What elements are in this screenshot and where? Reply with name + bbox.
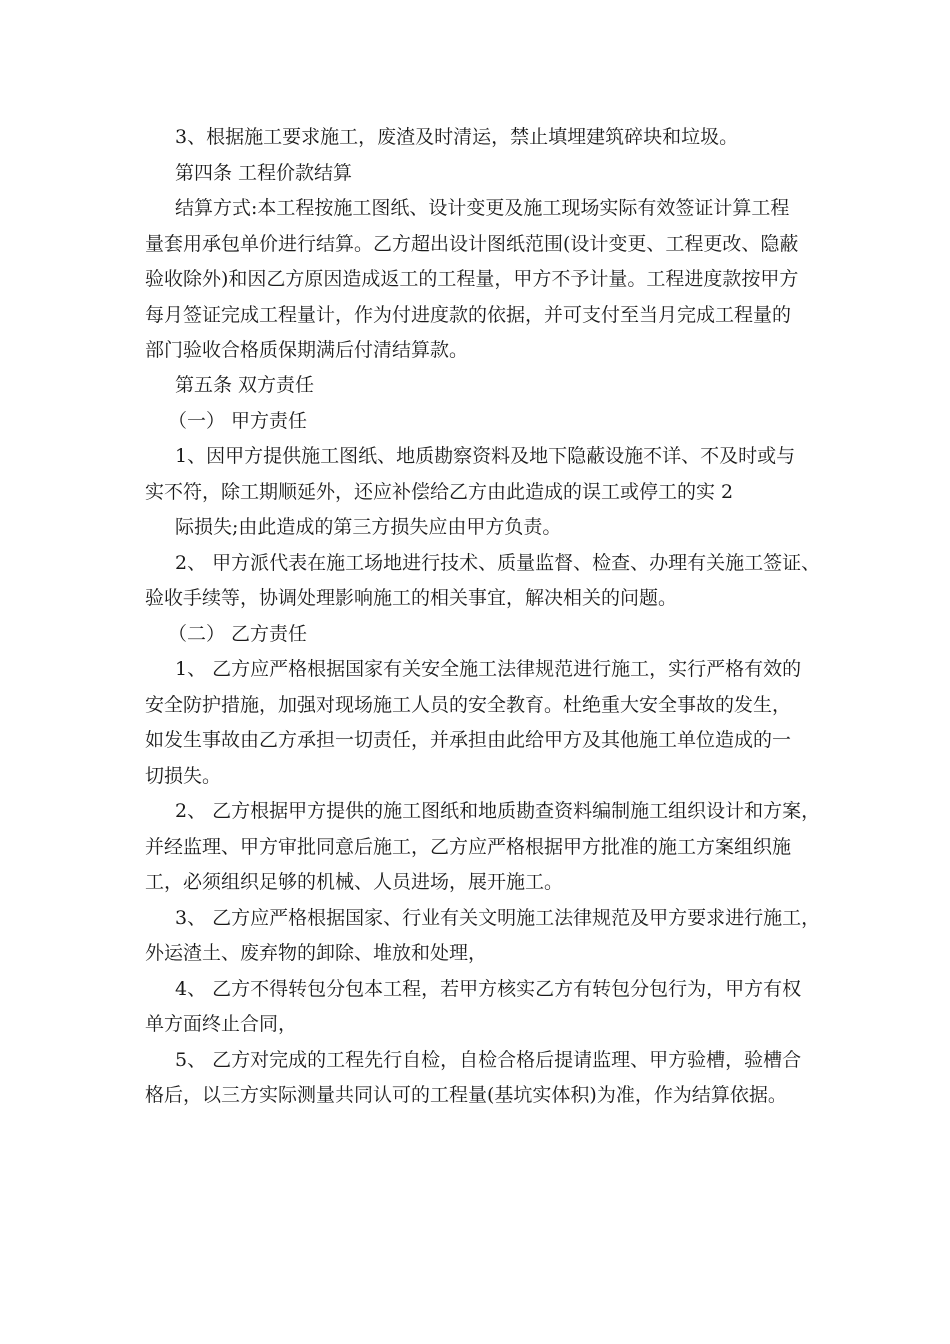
paragraph-line: 单方面终止合同，: [145, 1013, 298, 1035]
paragraph-line: 量套用承包单价进行结算。乙方超出设计图纸范围(设计变更、工程更改、隐蔽: [145, 233, 799, 255]
paragraph-line: 3、根据施工要求施工，废渣及时清运，禁止填埋建筑碎块和垃圾。: [175, 126, 739, 148]
section-heading: 第五条 双方责任: [175, 374, 315, 396]
paragraph-line: 4、 乙方不得转包分包本工程，若甲方核实乙方有转包分包行为，甲方有权: [175, 978, 802, 1000]
paragraph-line: 际损失;由此造成的第三方损失应由甲方负责。: [175, 516, 562, 538]
paragraph-line: 1、 乙方应严格根据国家有关安全施工法律规范进行施工，实行严格有效的: [175, 658, 802, 680]
paragraph-line: 结算方式:本工程按施工图纸、设计变更及施工现场实际有效签证计算工程: [175, 197, 790, 219]
subsection-heading: （二） 乙方责任: [168, 623, 308, 645]
paragraph-line: 格后，以三方实际测量共同认可的工程量(基坑实体积)为准，作为结算依据。: [145, 1084, 787, 1106]
paragraph-line: 验收手续等，协调处理影响施工的相关事宜，解决相关的问题。: [145, 587, 678, 609]
subsection-heading: （一） 甲方责任: [168, 410, 308, 432]
paragraph-line: 切损失。: [145, 765, 222, 787]
paragraph-line: 2、 甲方派代表在施工场地进行技术、质量监督、检查、办理有关施工签证、: [175, 552, 821, 574]
section-heading: 第四条 工程价款结算: [175, 162, 353, 184]
paragraph-line: 部门验收合格质保期满后付清结算款。: [145, 339, 469, 361]
paragraph-line: 2、 乙方根据甲方提供的施工图纸和地质勘查资料编制施工组织设计和方案，: [175, 800, 821, 822]
paragraph-line: 3、 乙方应严格根据国家、行业有关文明施工法律规范及甲方要求进行施工，: [175, 907, 821, 929]
paragraph-line: 并经监理、甲方审批同意后施工，乙方应严格根据甲方批准的施工方案组织施: [145, 836, 792, 858]
paragraph-line: 5、 乙方对完成的工程先行自检，自检合格后提请监理、甲方验槽，验槽合: [175, 1049, 802, 1071]
paragraph-line: 实不符，除工期顺延外，还应补偿给乙方由此造成的误工或停工的实 2: [145, 481, 734, 503]
paragraph-line: 工，必须组织足够的机械、人员进场，展开施工。: [145, 871, 564, 893]
paragraph-line: 如发生事故由乙方承担一切责任，并承担由此给甲方及其他施工单位造成的一: [145, 729, 792, 751]
paragraph-line: 每月签证完成工程量计，作为付进度款的依据，并可支付至当月完成工程量的: [145, 304, 792, 326]
paragraph-line: 1、因甲方提供施工图纸、地质勘察资料及地下隐蔽设施不详、不及时或与: [175, 445, 796, 467]
paragraph-line: 安全防护措施，加强对现场施工人员的安全教育。杜绝重大安全事故的发生，: [145, 694, 792, 716]
paragraph-line: 外运渣土、废弃物的卸除、堆放和处理，: [145, 942, 488, 964]
paragraph-line: 验收除外)和因乙方原因造成返工的工程量，甲方不予计量。工程进度款按甲方: [145, 268, 799, 290]
